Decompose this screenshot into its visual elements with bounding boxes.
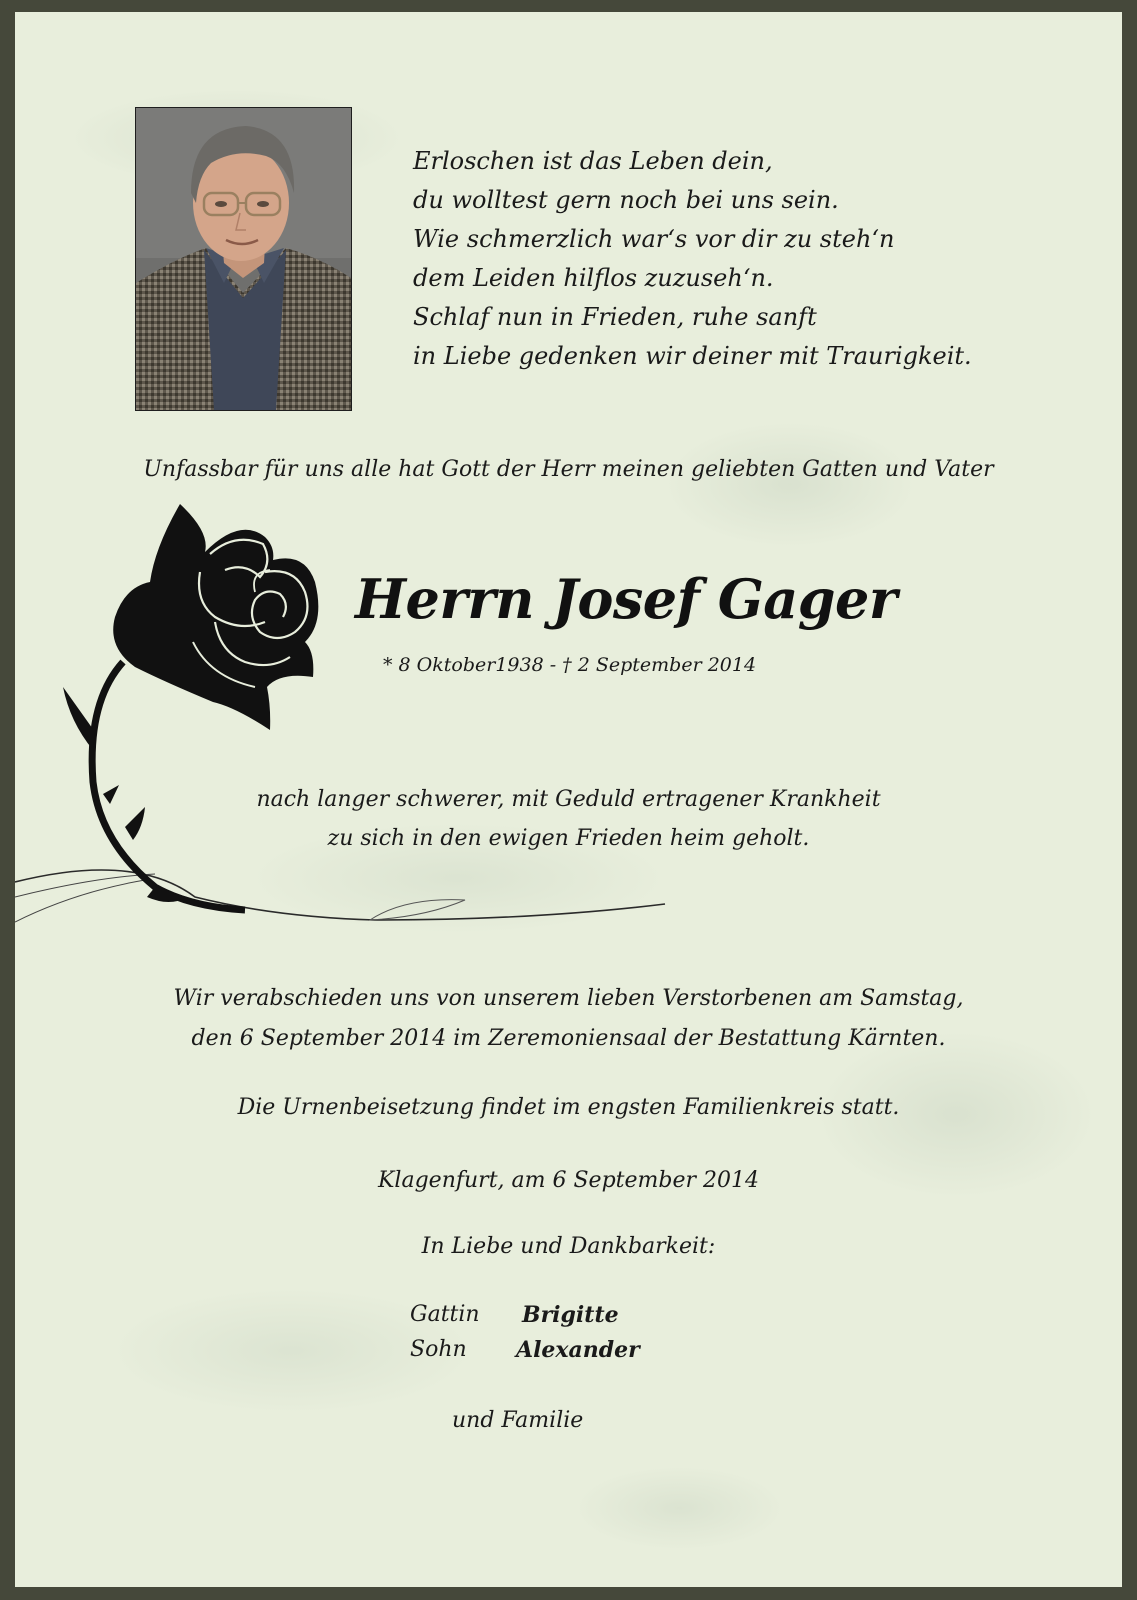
closing-phrase: In Liebe und Dankbarkeit: (421, 1234, 716, 1259)
portrait-photo (135, 107, 352, 411)
survivor-relation: Gattin (410, 1302, 480, 1327)
poem-line: Schlaf nun in Frieden, ruhe sanft (413, 303, 817, 331)
cause-line: zu sich in den ewigen Frieden heim geholt. (327, 826, 810, 851)
urn-burial-text: Die Urnenbeisetzung findet im engsten Familienkreis statt. (237, 1095, 900, 1120)
cause-line: nach langer schwerer, mit Geduld ertragener Krankheit (256, 787, 881, 812)
intro-text: Unfassbar für uns alle hat Gott der Herr meinen geliebten Gatten und Vater (143, 457, 994, 482)
poem-line: in Liebe gedenken wir deiner mit Traurigkeit. (413, 342, 972, 370)
poem-line: Wie schmerzlich war‘s vor dir zu steh‘n (413, 225, 895, 253)
rose-icon (15, 492, 695, 952)
survivor-name: Brigitte (522, 1302, 619, 1328)
deceased-name: Herrn Josef Gager (355, 567, 897, 631)
life-dates: * 8 Oktober1938 - † 2 September 2014 (383, 654, 757, 676)
cause-text (15, 780, 1122, 858)
place-date: Klagenfurt, am 6 September 2014 (378, 1168, 759, 1193)
poem-line: dem Leiden hilflos zuzuseh‘n. (413, 264, 774, 292)
poem-line: Erloschen ist das Leben dein, (413, 147, 773, 175)
survivor-relation: Sohn (410, 1337, 467, 1362)
obituary-card (15, 12, 1122, 1587)
family-signoff: und Familie (452, 1408, 584, 1433)
portrait-illustration (136, 108, 351, 410)
farewell-line: den 6 September 2014 im Zeremoniensaal der Bestattung Kärnten. (191, 1026, 946, 1051)
poem-line: du wolltest gern noch bei uns sein. (413, 186, 839, 214)
survivor-name: Alexander (516, 1337, 640, 1363)
farewell-line: Wir verabschieden uns von unserem lieben Verstorbenen am Samstag, (173, 986, 964, 1011)
farewell-text (15, 979, 1122, 1059)
poem (413, 142, 972, 376)
